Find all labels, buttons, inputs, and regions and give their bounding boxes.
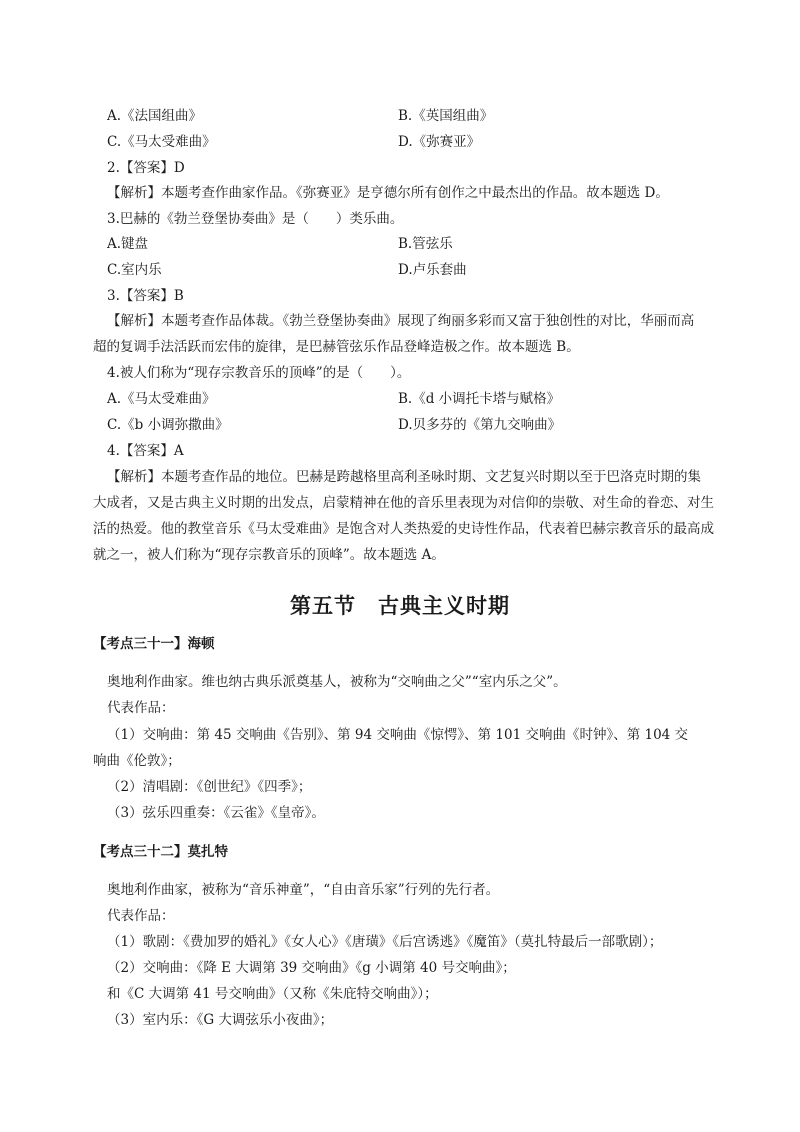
kd31-intro: 奥地利作曲家。维也纳古典乐派奠基人，被称为“交响曲之父”“室内乐之父”。 — [107, 674, 567, 690]
kd31-item: 响曲《伦敦》； — [93, 753, 181, 769]
kd31-title: 【考点三十一】海顿 — [93, 636, 215, 652]
q1-option-a: A.《法国组曲》 — [107, 108, 203, 124]
q4-option-a: A.《马太受难曲》 — [107, 391, 216, 407]
q3-analysis-line: 超的复调手法活跃而宏伟的旋律，是巴赫管弦乐作品登峰造极之作。故本题选 B。 — [93, 339, 580, 355]
q4-analysis-line: 就之一，被人们称为“现存宗教音乐的顶峰”。故本题选 A。 — [93, 547, 445, 563]
q4-answer: 4.【答案】A — [107, 443, 184, 459]
kd32-works-label: 代表作品： — [107, 908, 175, 924]
section-title: 第五节 古典主义时期 — [290, 594, 510, 618]
kd32-item: （3）室内乐：《G 大调弦乐小夜曲》； — [107, 1012, 334, 1028]
q4-option-d: D.贝多芬的《第九交响曲》 — [398, 417, 562, 433]
kd32-item: 和《C 大调第 41 号交响曲》（又称《朱庇特交响曲》）； — [107, 986, 438, 1002]
kd32-title: 【考点三十二】莫扎特 — [93, 844, 228, 860]
kd32-intro: 奥地利作曲家，被称为“音乐神童”，“自由音乐家”行列的先行者。 — [107, 882, 500, 898]
q4-analysis-line: 活的热爱。他的教堂音乐《马太受难曲》是饱含对人类热爱的史诗性作品，代表着巴赫宗教音乐的最高成 — [93, 521, 714, 537]
kd31-item: （2）清唱剧：《创世纪》《四季》； — [107, 779, 312, 795]
q4-analysis-line: 【解析】本题考查作品的地位。巴赫是跨越格里高利圣咏时期、文艺复兴时期以至于巴洛克时期的集 — [107, 469, 701, 485]
q4-question: 4.被人们称为“现存宗教音乐的顶峰”的是（ ）。 — [107, 365, 411, 381]
q2-answer: 2.【答案】D — [107, 160, 185, 176]
q4-analysis-line: 大成者，又是古典主义时期的出发点，启蒙精神在他的音乐里表现为对信仰的崇敬、对生命的眷恋、对生 — [93, 495, 714, 511]
kd32-item: （2）交响曲：《降 E 大调第 39 交响曲》《g 小调第 40 号交响曲》； — [107, 960, 516, 976]
kd31-works-label: 代表作品： — [107, 700, 175, 716]
q3-question: 3.巴赫的《勃兰登堡协奏曲》是（ ）类乐曲。 — [107, 211, 404, 227]
kd31-item: （3）弦乐四重奏：《云雀》《皇帝》。 — [107, 805, 325, 821]
q3-answer: 3.【答案】B — [107, 288, 184, 304]
q1-option-d: D.《弥赛亚》 — [398, 134, 481, 150]
q1-option-b: B.《英国组曲》 — [398, 108, 494, 124]
q2-analysis: 【解析】本题考查作曲家作品。《弥赛亚》是亨德尔所有创作之中最杰出的作品。故本题选 D。 — [107, 185, 669, 201]
q4-option-c: C.《b 小调弥撒曲》 — [107, 417, 229, 433]
q1-option-c: C.《马太受难曲》 — [107, 134, 216, 150]
q3-option-d: D.卢乐套曲 — [398, 262, 467, 278]
kd32-item: （1）歌剧：《费加罗的婚礼》《女人心》《唐璜》《后宫诱逃》《魔笛》（莫扎特最后一部歌剧）； — [107, 934, 663, 950]
kd31-item: （1）交响曲：第 45 交响曲《告别》、第 94 交响曲《惊愕》、第 101 交响曲《时钟》、第 104 交 — [107, 727, 689, 743]
q3-option-c: C.室内乐 — [107, 262, 162, 278]
q3-option-a: A.键盘 — [107, 236, 149, 252]
q3-analysis-line: 【解析】本题考查作品体裁。《勃兰登堡协奏曲》展现了绚丽多彩而又富于独创性的对比，华丽而高 — [107, 313, 695, 329]
q3-option-b: B.管弦乐 — [398, 236, 453, 252]
q4-option-b: B.《d 小调托卡塔与赋格》 — [398, 391, 561, 407]
